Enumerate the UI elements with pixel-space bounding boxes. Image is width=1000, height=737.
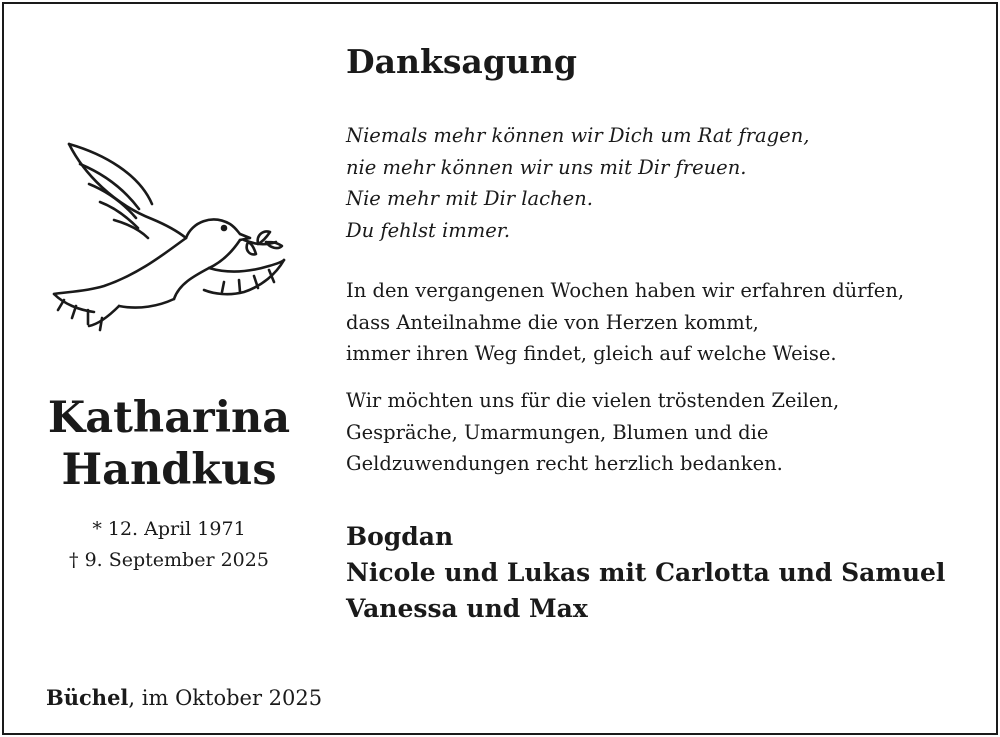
family-member: Bogdan: [346, 522, 454, 551]
thanks-paragraph-1: [346, 275, 904, 370]
life-dates: [24, 514, 314, 576]
paragraph-line: Geldzuwendungen recht herzlich bedanken.: [346, 452, 783, 475]
notice-heading: Danksagung: [346, 42, 577, 81]
poem-line: Du fehlst immer.: [346, 218, 511, 242]
place-town: Büchel: [46, 685, 129, 710]
poem-line: nie mehr können wir uns mit Dir freuen.: [346, 155, 747, 179]
paragraph-line: Gespräche, Umarmungen, Blumen und die: [346, 420, 769, 444]
deceased-name: [24, 392, 314, 496]
paragraph-line: immer ihren Weg findet, gleich auf welche Weise.: [346, 342, 837, 365]
birth-date: * 12. April 1971: [92, 518, 246, 540]
family-member: Vanessa und Max: [346, 594, 588, 623]
obituary-notice: [2, 2, 998, 735]
deceased-last-name: Handkus: [61, 445, 277, 495]
paragraph-line: Wir möchten uns für die vielen tröstenden Zeilen,: [346, 389, 840, 412]
place-and-date: [46, 685, 322, 710]
paragraph-line: In den vergangenen Wochen haben wir erfahren dürfen,: [346, 279, 905, 302]
poem-line: Nie mehr mit Dir lachen.: [346, 187, 593, 210]
place-date: , im Oktober 2025: [128, 686, 323, 710]
poem-line: Niemals mehr können wir Dich um Rat fragen,: [346, 124, 810, 147]
family-signature: [346, 519, 945, 627]
thanks-paragraph-2: [346, 385, 839, 480]
family-member: Nicole und Lukas mit Carlotta und Samuel: [346, 558, 946, 587]
dove-with-olive-branch-icon: [44, 134, 294, 344]
poem: [346, 120, 809, 246]
death-date: † 9. September 2025: [69, 549, 269, 571]
deceased-first-name: Katharina: [47, 393, 291, 443]
paragraph-line: dass Anteilnahme die von Herzen kommt,: [346, 310, 759, 334]
